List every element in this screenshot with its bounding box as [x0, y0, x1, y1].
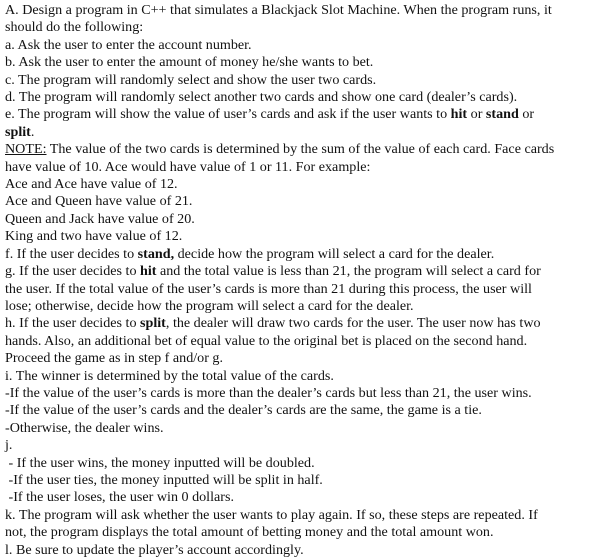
- rule-2: -If the value of the user’s cards and the dealer’s cards are the same, the game is a tie.: [5, 402, 482, 419]
- step-e-prefix: e. The program will show the value of user’s cards and ask if the user wants to: [5, 106, 451, 123]
- note-text-1: The value of the two cards is determined by the sum of the value of each card. Face cards: [46, 141, 555, 158]
- step-e-continued: [5, 124, 599, 141]
- step-h-line-2: hands. Also, an additional bet of equal value to the original bet is placed on the second hand.: [5, 332, 528, 349]
- example-4: King and two have value of 12.: [5, 228, 183, 245]
- step-g-line-3: lose; otherwise, decide how the program will select a card for the dealer.: [5, 297, 414, 314]
- example-1: Ace and Ace have value of 12.: [5, 176, 178, 193]
- step-g: [5, 263, 599, 280]
- payout-1: - If the user wins, the money inputted will be doubled.: [5, 454, 315, 471]
- step-h-line-3: Proceed the game as in step f and/or g.: [5, 350, 223, 367]
- step-h-split: split: [140, 315, 166, 332]
- step-g-prefix: g. If the user decides to: [5, 263, 141, 280]
- step-h: [5, 315, 599, 332]
- step-f: [5, 246, 599, 263]
- title-line-2: should do the following:: [5, 19, 144, 36]
- step-e-or-1: or: [467, 106, 486, 123]
- step-d: d. The program will randomly select another two cards and show one card (dealer’s cards).: [5, 89, 518, 106]
- step-e-split: split: [5, 123, 31, 140]
- step-f-stand: stand,: [137, 245, 175, 262]
- step-e-end: .: [30, 123, 35, 140]
- payout-2: -If the user ties, the money inputted will be split in half.: [5, 471, 323, 488]
- step-e: [5, 106, 599, 123]
- step-e-or-2: or: [518, 106, 535, 123]
- note-label: NOTE:: [5, 141, 47, 158]
- step-f-rest: decide how the program will select a card for the dealer.: [174, 245, 495, 262]
- step-e-hit: hit: [450, 106, 468, 123]
- step-h-rest: , the dealer will draw two cards for the user. The user now has two: [165, 315, 541, 332]
- example-3: Queen and Jack have value of 20.: [5, 210, 195, 227]
- step-h-prefix: h. If the user decides to: [5, 315, 141, 332]
- note-line-2: have value of 10. Ace would have value of 1 or 11. For example:: [5, 158, 371, 175]
- step-a: a. Ask the user to enter the account number.: [5, 36, 252, 53]
- step-f-prefix: f. If the user decides to: [5, 245, 138, 262]
- rule-3: -Otherwise, the dealer wins.: [5, 419, 164, 436]
- example-2: Ace and Queen have value of 21.: [5, 193, 193, 210]
- rule-1: -If the value of the user’s cards is more than the dealer’s cards but less than 21, the user wins.: [5, 384, 532, 401]
- note-line-1: [5, 141, 599, 158]
- step-j: j.: [5, 437, 13, 454]
- step-l: l. Be sure to update the player’s account accordingly.: [5, 541, 304, 558]
- title-line-1: A. Design a program in C++ that simulates a Blackjack Slot Machine. When the program runs, it: [5, 2, 552, 18]
- step-c: c. The program will randomly select and show the user two cards.: [5, 71, 377, 88]
- step-g-rest: and the total value is less than 21, the program will select a card for: [156, 263, 541, 280]
- step-i: i. The winner is determined by the total value of the cards.: [5, 367, 334, 384]
- step-g-line-2: the user. If the total value of the user’s cards is more than 21 during this process, the user will: [5, 280, 532, 297]
- step-k-line-2: not, the program displays the total amount of betting money and the total amount won.: [5, 524, 494, 541]
- step-e-stand: stand: [485, 106, 519, 123]
- step-b: b. Ask the user to enter the amount of money he/she wants to bet.: [5, 54, 374, 71]
- payout-3: -If the user loses, the user win 0 dollars.: [5, 489, 234, 506]
- step-k-line-1: k. The program will ask whether the user wants to play again. If so, these steps are repeated. If: [5, 506, 538, 523]
- step-g-hit: hit: [140, 263, 157, 280]
